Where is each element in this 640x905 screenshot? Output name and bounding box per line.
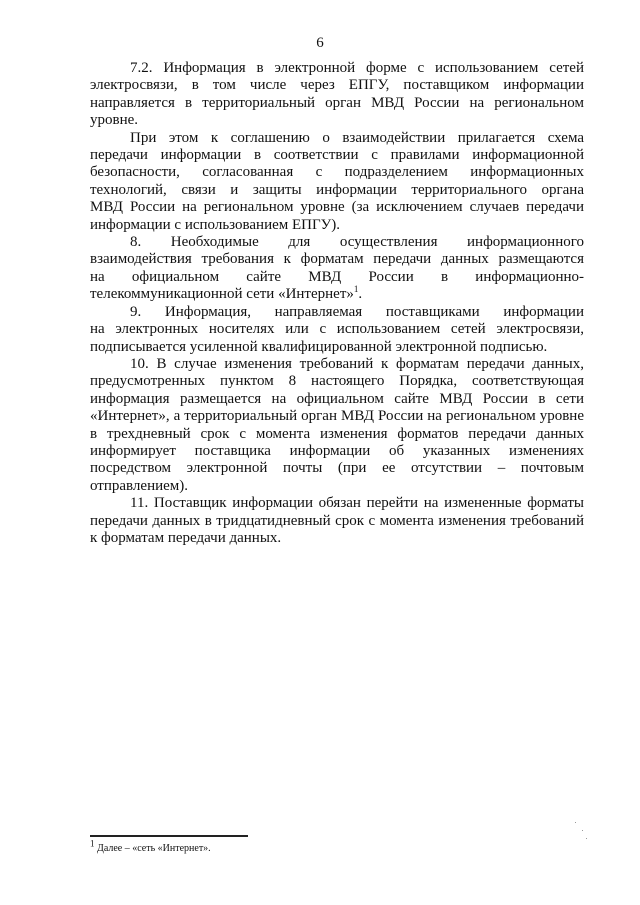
paragraph xyxy=(90,495,584,547)
text-line xyxy=(90,217,584,234)
text-line xyxy=(90,286,584,303)
line-text: отправлением). xyxy=(90,477,189,494)
line-text: При этом к соглашению о взаимодействии прилагается схема xyxy=(130,129,584,146)
footnote-reference: 1 xyxy=(353,284,359,295)
line-text: на официальном сайте МВД России в информационно- xyxy=(90,268,584,285)
text-line xyxy=(90,443,584,460)
text-line xyxy=(90,130,584,147)
line-text: взаимодействия требования к форматам передачи данных размещаются xyxy=(90,251,584,268)
footnote xyxy=(90,838,211,854)
line-text: технологий, связи и защиты информации территориального органа xyxy=(90,181,584,198)
line-text: подписывается усиленной квалифицированной электронной подписью. xyxy=(90,338,548,355)
text-line xyxy=(90,356,584,373)
line-text: в трехдневный срок с момента изменения форматов передачи данных xyxy=(90,425,584,442)
paragraph xyxy=(90,60,584,130)
footnote-marker: 1 xyxy=(90,838,95,849)
line-text: электросвязи, в том числе через ЕПГУ, поставщиком информации xyxy=(90,77,584,94)
paragraph xyxy=(90,356,584,495)
text-line xyxy=(90,530,584,547)
text-line xyxy=(90,112,584,129)
line-text: информирует поставщика информации об указанных изменениях xyxy=(90,442,584,459)
line-text: безопасности, согласованная с подразделением информационных xyxy=(90,164,584,181)
text-line xyxy=(90,199,584,216)
footnote-text: Далее – «сеть «Интернет». xyxy=(94,843,211,854)
text-line xyxy=(90,373,584,390)
line-text: «Интернет», а территориальный орган МВД России на региональном уровне xyxy=(90,408,584,425)
text-line xyxy=(90,251,584,268)
line-text: на электронных носителях или с использованием сетей электросвязи, xyxy=(90,321,584,338)
scan-speck xyxy=(582,830,583,831)
line-text: 7.2. Информация в электронной форме с использованием сетей xyxy=(130,60,584,76)
line-text: информация размещается на официальном сайте МВД России в сети xyxy=(90,390,584,407)
text-line xyxy=(90,426,584,443)
text-line xyxy=(90,408,584,425)
paragraph xyxy=(90,130,584,234)
line-text: направляется в территориальный орган МВД России на региональном xyxy=(90,94,584,111)
footnote-divider xyxy=(90,835,248,837)
text-line xyxy=(90,164,584,181)
line-text: информации с использованием ЕПГУ). xyxy=(90,216,341,233)
document-body xyxy=(90,60,584,547)
line-text: к форматам передачи данных. xyxy=(90,529,282,546)
line-tail: . xyxy=(358,286,363,303)
line-text: 8. Необходимые для осуществления информационного xyxy=(130,234,584,251)
text-line xyxy=(90,495,584,512)
text-line xyxy=(90,460,584,477)
text-line xyxy=(90,513,584,530)
line-text: предусмотренных пунктом 8 настоящего Порядка, соответствующая xyxy=(90,373,584,390)
scan-speck xyxy=(575,822,576,823)
paragraph xyxy=(90,304,584,356)
text-line xyxy=(90,234,584,251)
line-text: передачи данных в тридцатидневный срок с момента изменения требований xyxy=(90,512,584,529)
line-text: уровне. xyxy=(90,112,139,129)
text-line xyxy=(90,95,584,112)
text-line xyxy=(90,77,584,94)
text-line xyxy=(90,60,584,77)
text-line xyxy=(90,304,584,321)
text-line xyxy=(90,321,584,338)
paragraph xyxy=(90,234,584,304)
text-line xyxy=(90,269,584,286)
line-text: посредством электронной почты (при ее отсутствии – почтовым xyxy=(90,460,584,477)
line-text: передачи информации в соответствии с правилами информационной xyxy=(90,147,584,164)
scan-speck xyxy=(586,838,587,839)
text-line xyxy=(90,478,584,495)
page-number: 6 xyxy=(316,35,324,51)
line-text: 11. Поставщик информации обязан перейти на измененные форматы xyxy=(130,495,584,512)
text-line xyxy=(90,339,584,356)
text-line xyxy=(90,147,584,164)
line-text: МВД России на региональном уровне (за исключением случаев передачи xyxy=(90,199,584,216)
text-line xyxy=(90,182,584,199)
line-text: 9. Информация, направляемая поставщиками информации xyxy=(130,303,584,320)
line-text: телекоммуникационной сети «Интернет» xyxy=(90,286,354,303)
text-line xyxy=(90,391,584,408)
line-text: 10. В случае изменения требований к форматам передачи данных, xyxy=(130,355,584,372)
